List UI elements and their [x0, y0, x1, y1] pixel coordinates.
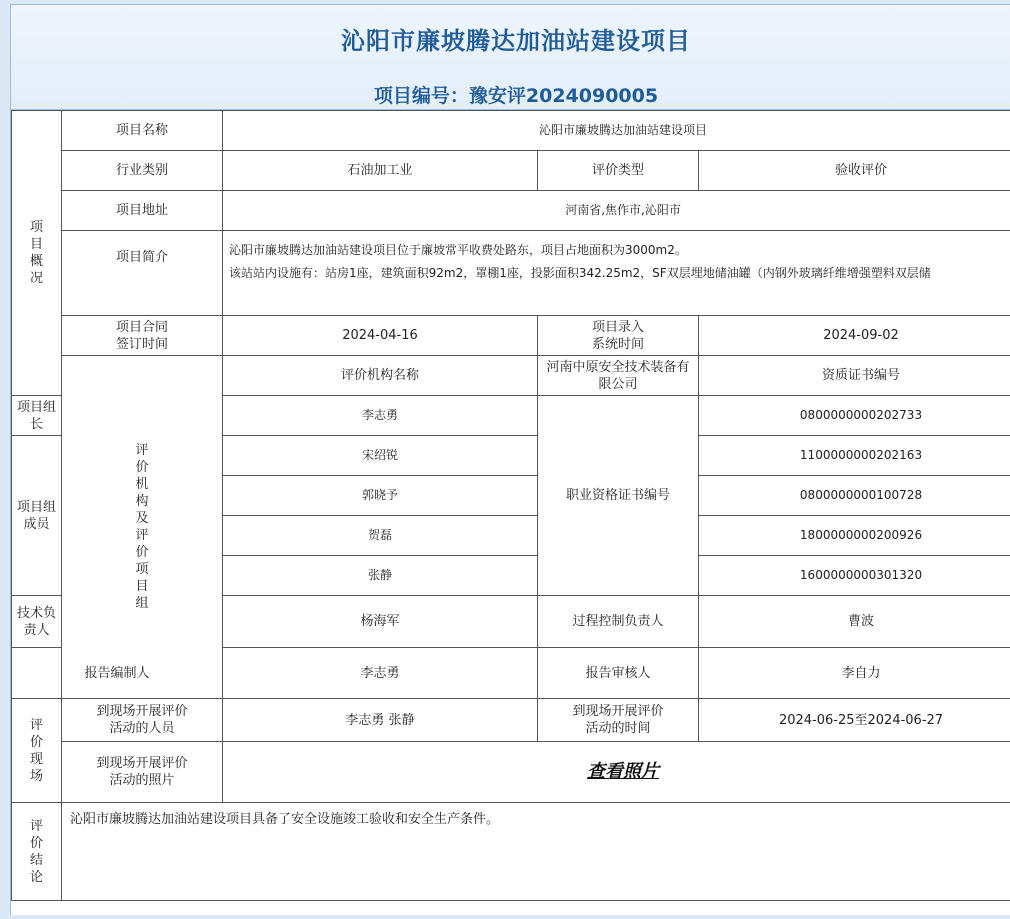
table-row [12, 742, 1010, 803]
member-name: 贺磊 [223, 516, 538, 556]
project-info-page [10, 4, 1010, 915]
value-eval-type: 验收评价 [699, 151, 1010, 191]
page-header [11, 5, 1010, 110]
label-site-photos: 到现场开展评价 活动的照片 [62, 742, 223, 803]
label-eval-type: 评价类型 [538, 151, 699, 191]
member-cert: 1800000000200926 [699, 516, 1010, 556]
value-project-name: 沁阳市廉坡腾达加油站建设项目 [223, 111, 1010, 151]
label-compiler: 报告编制人 [12, 648, 223, 699]
label-intro: 项目简介 [62, 231, 223, 316]
label-industry: 行业类别 [62, 151, 223, 191]
intro-line-1: 沁阳市廉坡腾达加油站建设项目位于廉坡常平收费处路东，项目占地面积为3000m2。 [229, 243, 687, 257]
member-name: 张静 [223, 556, 538, 596]
label-members: 项目组成员 [12, 436, 62, 596]
value-contract-date: 2024-04-16 [223, 316, 538, 356]
section-label-conclusion: 评 价 结 论 [12, 803, 62, 901]
section-label-agency: 评 价 机 构 及 评 价 项 目 组 [62, 356, 223, 699]
label-process-lead: 过程控制负责人 [538, 596, 699, 648]
table-row [12, 648, 1010, 699]
value-site-time: 2024-06-25至2024-06-27 [699, 699, 1010, 742]
label-reviewer: 报告审核人 [538, 648, 699, 699]
value-compiler: 李志勇 [223, 648, 538, 699]
label-cert-no: 资质证书编号 [699, 356, 1010, 396]
value-address: 河南省,焦作市,沁阳市 [223, 191, 1010, 231]
section-label-overview: 项 目 概 况 [12, 111, 62, 396]
intro-line-2: 该站站内设施有：站房1座，建筑面积92m2，罩棚1座，投影面积342.25m2，SF双层埋地储油罐（内钢外玻璃纤维增强塑料双层储 [229, 266, 931, 280]
table-row [12, 231, 1010, 316]
value-intro [223, 231, 1010, 316]
table-row [12, 356, 1010, 396]
member-cert: 0800000000100728 [699, 476, 1010, 516]
site-photos-cell [223, 742, 1010, 803]
label-qual-cert: 职业资格证书编号 [538, 396, 699, 596]
value-site-people: 李志勇 张静 [223, 699, 538, 742]
member-name: 郭晓予 [223, 476, 538, 516]
label-site-people: 到现场开展评价 活动的人员 [62, 699, 223, 742]
table-row [12, 111, 1010, 151]
label-address: 项目地址 [62, 191, 223, 231]
table-row [12, 151, 1010, 191]
value-industry: 石油加工业 [223, 151, 538, 191]
page-title: 沁阳市廉坡腾达加油站建设项目 [341, 27, 691, 55]
label-site-time: 到现场开展评价 活动的时间 [538, 699, 699, 742]
value-conclusion: 沁阳市廉坡腾达加油站建设项目具备了安全设施竣工验收和安全生产条件。 [62, 803, 1010, 901]
table-row [12, 803, 1010, 901]
value-leader: 李志勇 [223, 396, 538, 436]
value-agency-name: 河南中原安全技术装备有限公司 [538, 356, 699, 396]
value-reviewer: 李自力 [699, 648, 1010, 699]
label-project-name: 项目名称 [62, 111, 223, 151]
label-leader: 项目组长 [12, 396, 62, 436]
project-number: 项目编号：豫安评2024090005 [373, 85, 659, 107]
member-cert: 1100000000202163 [699, 436, 1010, 476]
member-cert: 1600000000301320 [699, 556, 1010, 596]
section-label-site: 评 价 现 场 [12, 699, 62, 803]
table-row [12, 191, 1010, 231]
value-leader-cert: 0800000000202733 [699, 396, 1010, 436]
label-contract-date: 项目合同 签订时间 [62, 316, 223, 356]
view-photos-link[interactable]: 查看照片 [587, 760, 659, 782]
value-tech-lead: 杨海军 [223, 596, 538, 648]
value-process-lead: 曹波 [699, 596, 1010, 648]
label-entry-date: 项目录入 系统时间 [538, 316, 699, 356]
label-agency-name: 评价机构名称 [223, 356, 538, 396]
member-name: 宋绍锐 [223, 436, 538, 476]
project-info-table [11, 110, 1010, 901]
table-row [12, 699, 1010, 742]
value-entry-date: 2024-09-02 [699, 316, 1010, 356]
table-row [12, 316, 1010, 356]
label-tech-lead: 技术负责人 [12, 596, 62, 648]
